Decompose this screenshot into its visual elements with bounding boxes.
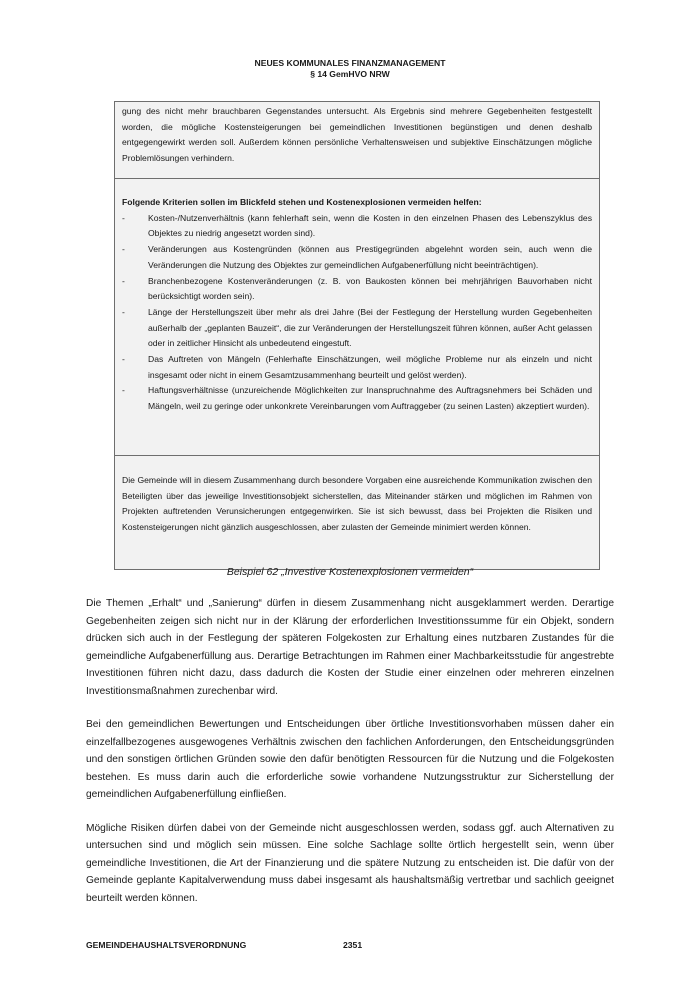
header-title: NEUES KOMMUNALES FINANZMANAGEMENT bbox=[254, 58, 446, 68]
example-box bbox=[114, 101, 600, 570]
criteria-item bbox=[122, 305, 592, 352]
criteria-item bbox=[122, 274, 592, 305]
criteria-text: Haftungsverhältnisse (unzureichende Möglichkeiten zur Inanspruchnahme des Auftragsnehmers bei Schäden und Mängeln, weil zu geringe oder unkonkrete Vereinbarungen vom Auftraggeber (zu seinen Lasten) akzeptiert wurden). bbox=[148, 385, 592, 412]
page-header bbox=[0, 58, 700, 80]
body-paragraph: Bei den gemeindlichen Bewertungen und Entscheidungen über örtliche Investitionsvorhaben müssen daher ein einzelfallbezogenes ausgewogenes Verhältnis zwischen den fachlichen Anforderungen, den Entscheidungsgründen und den sonstigen örtlichen Gründen sowie den dafür benötigten Ressourcen für die Nutzung und die Folgekosten bestehen. Es muss darin auch die erforderliche sowie vorhandene Nutzungsstruktur zur Sicherstellung der gemeindlichen Aufgabenerfüllung einfließen. bbox=[86, 719, 614, 800]
bullet-dash: - bbox=[122, 212, 125, 223]
header-subtitle: § 14 GemHVO NRW bbox=[310, 69, 390, 79]
body-paragraph: Mögliche Risiken dürfen dabei von der Gemeinde nicht ausgeschlossen werden, sodass ggf. auch Alternativen zu untersuchen sind und möglich sein müssen. Eine solche Sachlage sollte örtlich hergestellt sein, wenn über gemeindliche Investitionen, die Art der Finanzierung und die spätere Nutzung zu entscheiden ist. Die dafür von der Gemeinde geplante Kapitalverwendung muss dabei insgesamt als haushaltsmäßig vertretbar und sachlich geeignet beurteilt werden können. bbox=[86, 822, 614, 904]
bullet-dash: - bbox=[122, 354, 125, 365]
criteria-heading: Folgende Kriterien sollen im Blickfeld stehen und Kostenexplosionen vermeiden helfen: bbox=[122, 197, 482, 207]
criteria-text: Länge der Herstellungszeit über mehr als drei Jahre (Bei der Festlegung der Herstellung wurden Gegebenheiten außerhalb der „geplanten Bauzeit“, die zur Veränderungen der Herstellungszeit führen können, außer Acht gelassen oder in zeitlicher Hinsicht als unbedeutend eingestuft. bbox=[148, 306, 592, 349]
criteria-item bbox=[122, 242, 592, 273]
bullet-dash: - bbox=[122, 385, 125, 396]
footer-title: GEMEINDEHAUSHALTSVERORDNUNG bbox=[86, 940, 247, 950]
body-text bbox=[86, 595, 614, 923]
box-closing: Die Gemeinde will in diesem Zusammenhang durch besondere Vorgaben eine ausreichende Kommunikation zwischen den Beteiligten über das jeweilige Investitionsobjekt sicherstellen, das Miteinander stärken und möglichen im Rahmen von Projekten auftretenden Verunsicherungen entgegenwirken. Sie ist sich bewusst, dass bei Projekten die Risiken und Kostensteigerungen nicht gänzlich ausgeschlossen, aber zulasten der Gemeinde minimiert werden können. bbox=[115, 455, 599, 569]
bullet-dash: - bbox=[122, 275, 125, 286]
criteria-text: Branchenbezogene Kostenveränderungen (z. B. von Baukosten können bei mehrjährigen Bauvorhaben nicht berücksichtigt worden sein). bbox=[148, 275, 592, 302]
criteria-text: Veränderungen aus Kostengründen (können aus Prestigegründen abgelehnt worden sein, auch wenn die Veränderungen die Nutzung des Objektes zur gemeindlichen Aufgabenerfüllung nicht beeinträchtigen). bbox=[148, 244, 592, 270]
criteria-list bbox=[122, 211, 592, 415]
example-caption: Beispiel 62 „Investive Kostenexplosionen vermeiden“ bbox=[226, 566, 474, 578]
page-number: 2351 bbox=[343, 940, 363, 950]
bullet-dash: - bbox=[122, 244, 125, 255]
box-intro: gung des nicht mehr brauchbaren Gegenstandes untersucht. Als Ergebnis sind mehrere Gegebenheiten festgestellt worden, die mögliche Kostensteigerungen bei gemeindlichen Investitionen begünstigen und denen deshalb entgegengewirkt werden soll. Außerdem können persönliche Verhaltensweisen und subjektive Einschätzungen mögliche Problemlösungen verhindern. bbox=[122, 106, 592, 164]
bullet-dash: - bbox=[122, 306, 125, 317]
body-paragraph: Die Themen „Erhalt“ und „Sanierung“ dürfen in diesem Zusammenhang nicht ausgeklammert werden. Derartige Gegebenheiten zeigen sich nicht nur in der Klärung der erforderlichen Investitionssumme für ein Objekt, sondern drücken sich auch in der Festlegung der späteren Folgekosten zur Erhaltung eines nutzbaren Zustandes für die gemeindliche Aufgabenerfüllung aus. Derartige Betrachtungen im Rahmen einer Machbarkeitsstudie für angestrebte Investitionen führen nicht dazu, dass dadurch die Kosten der Studie einer einzelnen oder mehreren einzelnen Investitionsmaßnahmen zurechenbar wird. bbox=[86, 598, 614, 697]
criteria-section bbox=[115, 178, 599, 455]
criteria-item bbox=[122, 352, 592, 383]
criteria-item bbox=[122, 383, 592, 414]
criteria-item bbox=[122, 211, 592, 242]
criteria-text: Kosten-/Nutzenverhältnis (kann fehlerhaft sein, wenn die Kosten in den einzelnen Phasen des Lebenszyklus des Objektes zu niedrig angesetzt worden sind). bbox=[148, 212, 592, 239]
criteria-text: Das Auftreten von Mängeln (Fehlerhafte Einschätzungen, weil mögliche Probleme nur als einzeln und nicht insgesamt oder nicht in einem Gesamtzusammenhang beurteilt und gelöst werden). bbox=[148, 354, 592, 380]
